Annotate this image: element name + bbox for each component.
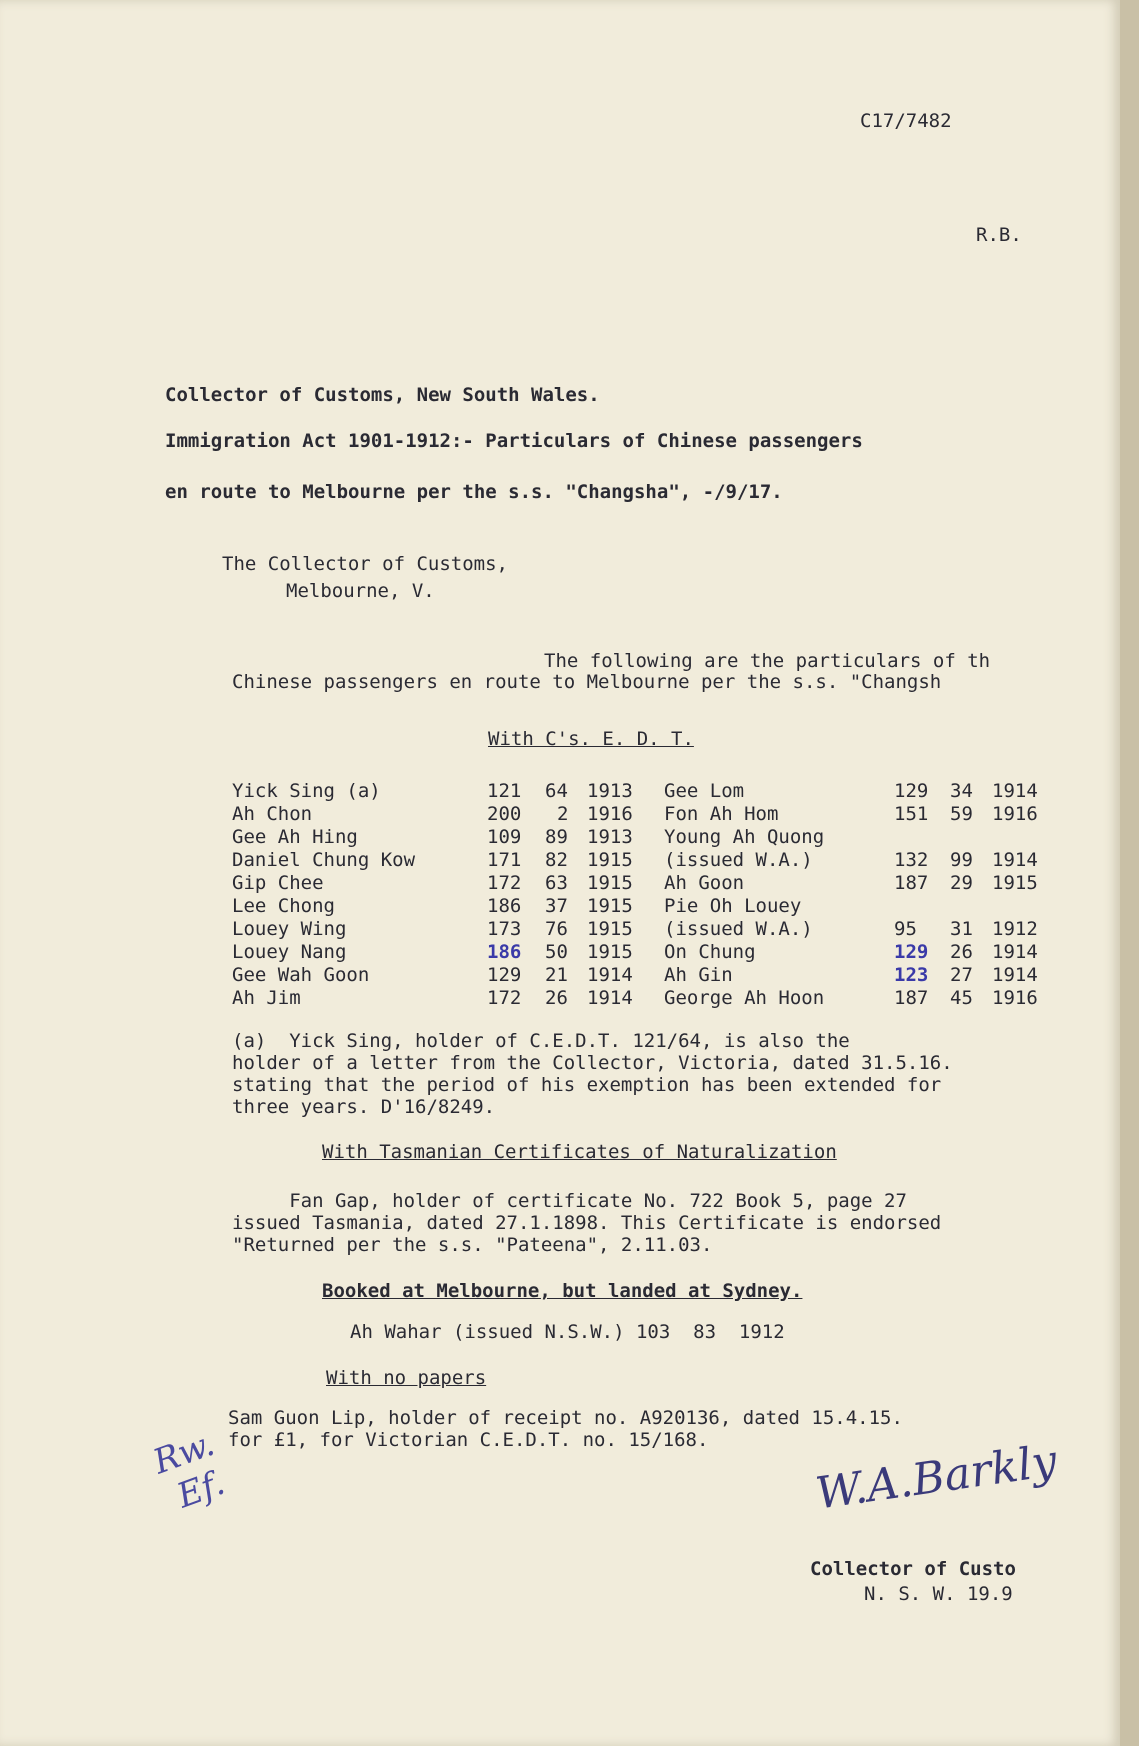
cell-l-a: 186 bbox=[487, 895, 522, 917]
cell-r-name: Ah Gin bbox=[664, 964, 733, 986]
cell-l-c: 1915 bbox=[587, 941, 633, 963]
cell-l-c: 1916 bbox=[587, 803, 633, 825]
cell-r-a: 132 bbox=[894, 849, 929, 871]
file-reference: C17/7482 bbox=[860, 110, 952, 132]
cell-r-b: 31 bbox=[950, 918, 973, 940]
cell-r-name: George Ah Hoon bbox=[664, 987, 825, 1009]
cell-r-name: (issued W.A.) bbox=[664, 849, 813, 871]
cell-r-a: 187 bbox=[894, 987, 929, 1009]
cell-l-name: Gip Chee bbox=[232, 872, 324, 894]
cell-l-a: 171 bbox=[487, 849, 522, 871]
subject-line-2: Immigration Act 1901-1912:- Particulars of Chinese passengers bbox=[165, 430, 863, 452]
cell-l-name: Ah Jim bbox=[232, 987, 301, 1009]
cell-r-name: Pie Oh Louey bbox=[664, 895, 802, 917]
cell-l-c: 1915 bbox=[587, 849, 633, 871]
initials: R.B. bbox=[976, 224, 1022, 246]
cell-r-c: 1914 bbox=[992, 780, 1038, 802]
cell-l-b: 37 bbox=[545, 895, 568, 917]
cell-r-a: 129 bbox=[894, 780, 929, 802]
cell-l-name: Gee Ah Hing bbox=[232, 826, 358, 848]
cell-l-name: Gee Wah Goon bbox=[232, 964, 370, 986]
cell-r-c: 1912 bbox=[992, 918, 1038, 940]
cell-r-name: Gee Lom bbox=[664, 780, 745, 802]
cell-l-b: 21 bbox=[545, 964, 568, 986]
cell-r-c: 1915 bbox=[992, 872, 1038, 894]
cell-l-b: 50 bbox=[545, 941, 568, 963]
addressee-line-2: Melbourne, V. bbox=[286, 580, 435, 602]
signature-title: Collector of Custo bbox=[810, 1558, 1016, 1580]
signature-script: W.A.Barkly bbox=[812, 1435, 1060, 1520]
cell-r-a: 123 bbox=[894, 964, 929, 986]
intro-line-1: The following are the particulars of th bbox=[544, 650, 991, 672]
margin-annotation: Rw. Ef. bbox=[148, 1423, 230, 1521]
cell-r-c: 1916 bbox=[992, 987, 1038, 1009]
cell-l-name: Ah Chon bbox=[232, 803, 313, 825]
cell-l-a: 129 bbox=[487, 964, 522, 986]
booked-entry: Ah Wahar (issued N.S.W.) 103 83 1912 bbox=[350, 1321, 785, 1343]
cell-l-b: 2 bbox=[557, 803, 569, 825]
cell-l-b: 82 bbox=[545, 849, 568, 871]
cell-r-b: 27 bbox=[950, 964, 973, 986]
cell-l-b: 63 bbox=[545, 872, 568, 894]
cell-r-b: 34 bbox=[950, 780, 973, 802]
cell-l-name: Louey Nang bbox=[232, 941, 347, 963]
cell-r-name: Ah Goon bbox=[664, 872, 745, 894]
cell-r-c: 1914 bbox=[992, 849, 1038, 871]
cell-l-c: 1915 bbox=[587, 872, 633, 894]
cell-l-c: 1913 bbox=[587, 780, 633, 802]
cell-r-a: 95 bbox=[894, 918, 917, 940]
cell-l-a: 109 bbox=[487, 826, 522, 848]
cell-l-name: Daniel Chung Kow bbox=[232, 849, 416, 871]
cell-l-name: Louey Wing bbox=[232, 918, 347, 940]
cell-l-c: 1915 bbox=[587, 918, 633, 940]
cell-l-b: 89 bbox=[545, 826, 568, 848]
section-heading-cedt: With C's. E. D. T. bbox=[488, 728, 694, 750]
cell-r-b: 26 bbox=[950, 941, 973, 963]
cell-l-name: Lee Chong bbox=[232, 895, 335, 917]
cell-l-b: 64 bbox=[545, 780, 568, 802]
cell-r-name: On Chung bbox=[664, 941, 756, 963]
cell-l-c: 1915 bbox=[587, 895, 633, 917]
cell-l-a: 172 bbox=[487, 872, 522, 894]
cell-r-a: 151 bbox=[894, 803, 929, 825]
tasmanian-paragraph: Fan Gap, holder of certificate No. 722 Book 5, page 27 issued Tasmania, dated 27.1.1898. This Certificate is endorsed "Returned per the s.s. "Pateena", 2.11.03. bbox=[232, 1190, 942, 1256]
subject-line-1: Collector of Customs, New South Wales. bbox=[165, 384, 600, 406]
cell-r-c: 1914 bbox=[992, 941, 1038, 963]
no-papers-paragraph: Sam Guon Lip, holder of receipt no. A920136, dated 15.4.15. for £1, for Victorian C.E.D.T. no. 15/168. bbox=[228, 1407, 903, 1451]
section-heading-booked: Booked at Melbourne, but landed at Sydney. bbox=[322, 1280, 803, 1302]
addressee-line-1: The Collector of Customs, bbox=[222, 553, 508, 575]
cell-r-name: (issued W.A.) bbox=[664, 918, 813, 940]
cell-r-name: Fon Ah Hom bbox=[664, 803, 779, 825]
cell-l-a: 173 bbox=[487, 918, 522, 940]
cell-r-c: 1916 bbox=[992, 803, 1038, 825]
section-heading-no-papers: With no papers bbox=[326, 1367, 487, 1389]
cell-r-b: 29 bbox=[950, 872, 973, 894]
cell-l-c: 1913 bbox=[587, 826, 633, 848]
subject-line-3: en route to Melbourne per the s.s. "Changsha", -/9/17. bbox=[165, 481, 783, 503]
cell-l-a: 172 bbox=[487, 987, 522, 1009]
cell-r-c: 1914 bbox=[992, 964, 1038, 986]
cell-l-a: 200 bbox=[487, 803, 522, 825]
page-edge bbox=[1120, 0, 1139, 1746]
cell-l-c: 1914 bbox=[587, 964, 633, 986]
cell-r-name: Young Ah Quong bbox=[664, 826, 825, 848]
cell-l-b: 26 bbox=[545, 987, 568, 1009]
cell-l-a: 121 bbox=[487, 780, 522, 802]
section-heading-tasmanian: With Tasmanian Certificates of Naturalization bbox=[322, 1141, 837, 1163]
cell-r-b: 99 bbox=[950, 849, 973, 871]
cell-r-a: 187 bbox=[894, 872, 929, 894]
cell-l-b: 76 bbox=[545, 918, 568, 940]
cell-l-c: 1914 bbox=[587, 987, 633, 1009]
cell-l-name: Yick Sing (a) bbox=[232, 780, 381, 802]
cell-r-b: 45 bbox=[950, 987, 973, 1009]
note-yick-sing: (a) Yick Sing, holder of C.E.D.T. 121/64, is also the holder of a letter from the Collector, Victoria, dated 31.5.16. stating that the period of his exemption has been extended for three years. D'16/8249. bbox=[232, 1030, 953, 1118]
cell-r-a: 129 bbox=[894, 941, 929, 963]
cell-r-b: 59 bbox=[950, 803, 973, 825]
intro-line-2: Chinese passengers en route to Melbourne per the s.s. "Changsh bbox=[232, 671, 942, 693]
cell-l-a: 186 bbox=[487, 941, 522, 963]
signature-place-date: N. S. W. 19.9 bbox=[864, 1583, 1013, 1605]
